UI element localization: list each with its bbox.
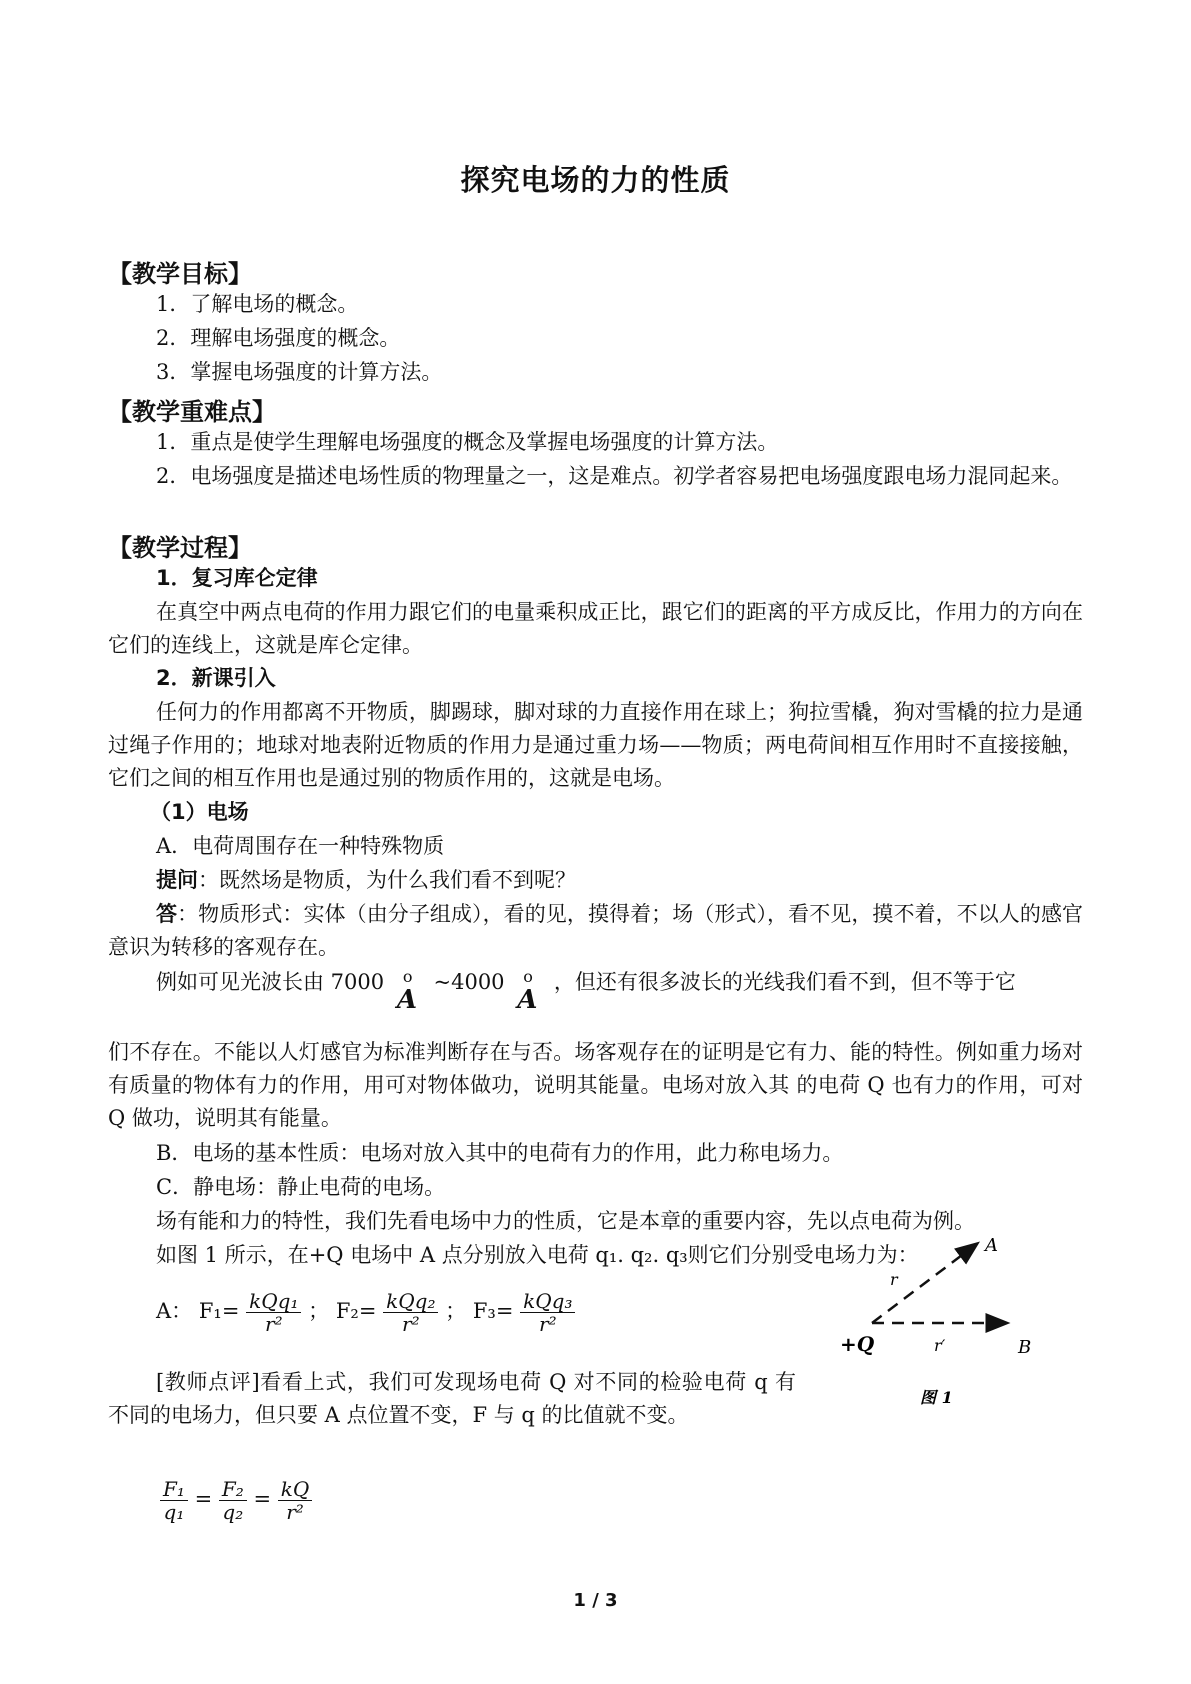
example-line — [156, 966, 1016, 1015]
force-f1-fraction: $\frac{\text{kQq₁}}{\text{r²}}$ — [246, 1290, 301, 1335]
angstrom-symbol: o A — [396, 967, 417, 1015]
ratio-f1-q1: $\frac{\text{F₁}}{\text{q₁}}$ — [160, 1478, 188, 1523]
objective-2: 2．理解电场强度的概念。 — [156, 326, 401, 350]
force-f2-label: F₂= — [335, 1299, 377, 1323]
separator: ； — [308, 1299, 330, 1323]
separator: ； — [445, 1299, 467, 1323]
figure-caption: 图 1 — [920, 1388, 953, 1407]
field-heading: （1）电场 — [150, 800, 249, 824]
objectives-heading: 【教学目标】 — [108, 260, 252, 288]
question-line — [156, 864, 576, 897]
point-c: C．静电场：静止电荷的电场。 — [156, 1175, 446, 1199]
ratio-equation — [160, 1478, 312, 1523]
answer-label: 答 — [156, 902, 178, 926]
point-a-label: A — [985, 1235, 998, 1256]
example-continuation: 们不存在。不能以人灯感官为标准判断存在与否。场客观存在的证明是它有力、能的特性。例如重力场对有质量的物体有力的作用，用可对物体做功，说明其能量。电场对放入其 的电荷 Q 也有力的作用，可对 Q 做功，说明其有能量。 — [108, 1040, 1083, 1130]
example-mid: ~4000 — [433, 970, 505, 994]
figure-reference: 如图 1 所示，在+Q 电场中 A 点分别放入电荷 q₁. q₂. q₃则它们分别受电场力为： — [156, 1243, 919, 1267]
question-text: ：既然场是物质，为什么我们看不到呢？ — [198, 868, 576, 892]
page-number: 1 / 3 — [573, 1590, 618, 1611]
answer-paragraph — [108, 898, 1083, 964]
angstrom-symbol: o A — [517, 967, 538, 1015]
page-title: 探究电场的力的性质 — [460, 163, 731, 197]
intro-text: 任何力的作用都离不开物质，脚踢球，脚对球的力直接作用在球上；狗拉雪橇，狗对雪橇的拉力是通过绳子作用的；地球对地表附近物质的作用力是通过重力场——物质；两电荷间相互作用时不直接接触，它们之间的相互作用也是通过别的物质作用的，这就是电场。 — [108, 700, 1083, 790]
objective-1: 1．了解电场的概念。 — [156, 292, 359, 316]
point-a: A．电荷周围存在一种特殊物质 — [156, 834, 445, 858]
process-heading: 【教学过程】 — [108, 534, 252, 562]
keypoints-heading: 【教学重难点】 — [108, 398, 276, 426]
teacher-comment: [教师点评]看看上式，我们可发现场电荷 Q 对不同的检验电荷 q 有不同的电场力，但只要 A 点位置不变，F 与 q 的比值就不变。 — [108, 1370, 796, 1427]
line-q-to-a — [872, 1243, 978, 1323]
example-pre: 例如可见光波长由 7000 — [156, 970, 385, 994]
force-f1-label: F₁= — [198, 1299, 240, 1323]
answer-text: ：物质形式：实体（由分子组成），看的见，摸得着；场（形式），看不见，摸不着，不以人的感官意识为转移的客观存在。 — [108, 902, 1084, 959]
ratio-kq-r2: $\frac{kQ}{\text{r²}}$ — [278, 1478, 313, 1523]
point-b: B．电场的基本性质：电场对放入其中的电荷有力的作用，此力称电场力。 — [156, 1141, 844, 1165]
subheading-coulomb: 1．复习库仑定律 — [156, 566, 318, 590]
coulomb-law-text: 在真空中两点电荷的作用力跟它们的电量乘积成正比，跟它们的距离的平方成反比，作用力的方向在它们的连线上，这就是库仑定律。 — [108, 600, 1083, 657]
force-prefix: A： — [156, 1299, 193, 1323]
distance-r2-label: r′ — [934, 1336, 946, 1355]
equals: = — [194, 1487, 213, 1511]
keypoint-2: 2．电场强度是描述电场性质的物理量之一，这是难点。初学者容易把电场强度跟电场力混同起来。 — [156, 464, 1073, 488]
force-equations — [156, 1290, 575, 1335]
point-b-label: B — [1018, 1337, 1032, 1358]
question-label: 提问 — [156, 868, 198, 892]
objective-3: 3．掌握电场强度的计算方法。 — [156, 360, 443, 384]
keypoint-1: 1．重点是使学生理解电场强度的概念及掌握电场强度的计算方法。 — [156, 430, 779, 454]
field-properties: 场有能和力的特性，我们先看电场中力的性质，它是本章的重要内容，先以点电荷为例。 — [156, 1209, 975, 1233]
distance-r-label: r — [890, 1270, 898, 1289]
example-post: ，但还有很多波长的光线我们看不到，但不等于它 — [553, 970, 1016, 994]
force-f3-fraction: $\frac{\text{kQq₃}}{\text{r²}}$ — [520, 1290, 575, 1335]
subheading-intro: 2．新课引入 — [156, 666, 276, 690]
figure-1 — [830, 1225, 1080, 1425]
force-f2-fraction: $\frac{\text{kQq₂}}{\text{r²}}$ — [383, 1290, 438, 1335]
ratio-f2-q2: $\frac{\text{F₂}}{\text{q₂}}$ — [219, 1478, 247, 1523]
force-f3-label: F₃= — [472, 1299, 514, 1323]
equals: = — [253, 1487, 272, 1511]
charge-q-label: +Q — [840, 1332, 875, 1356]
